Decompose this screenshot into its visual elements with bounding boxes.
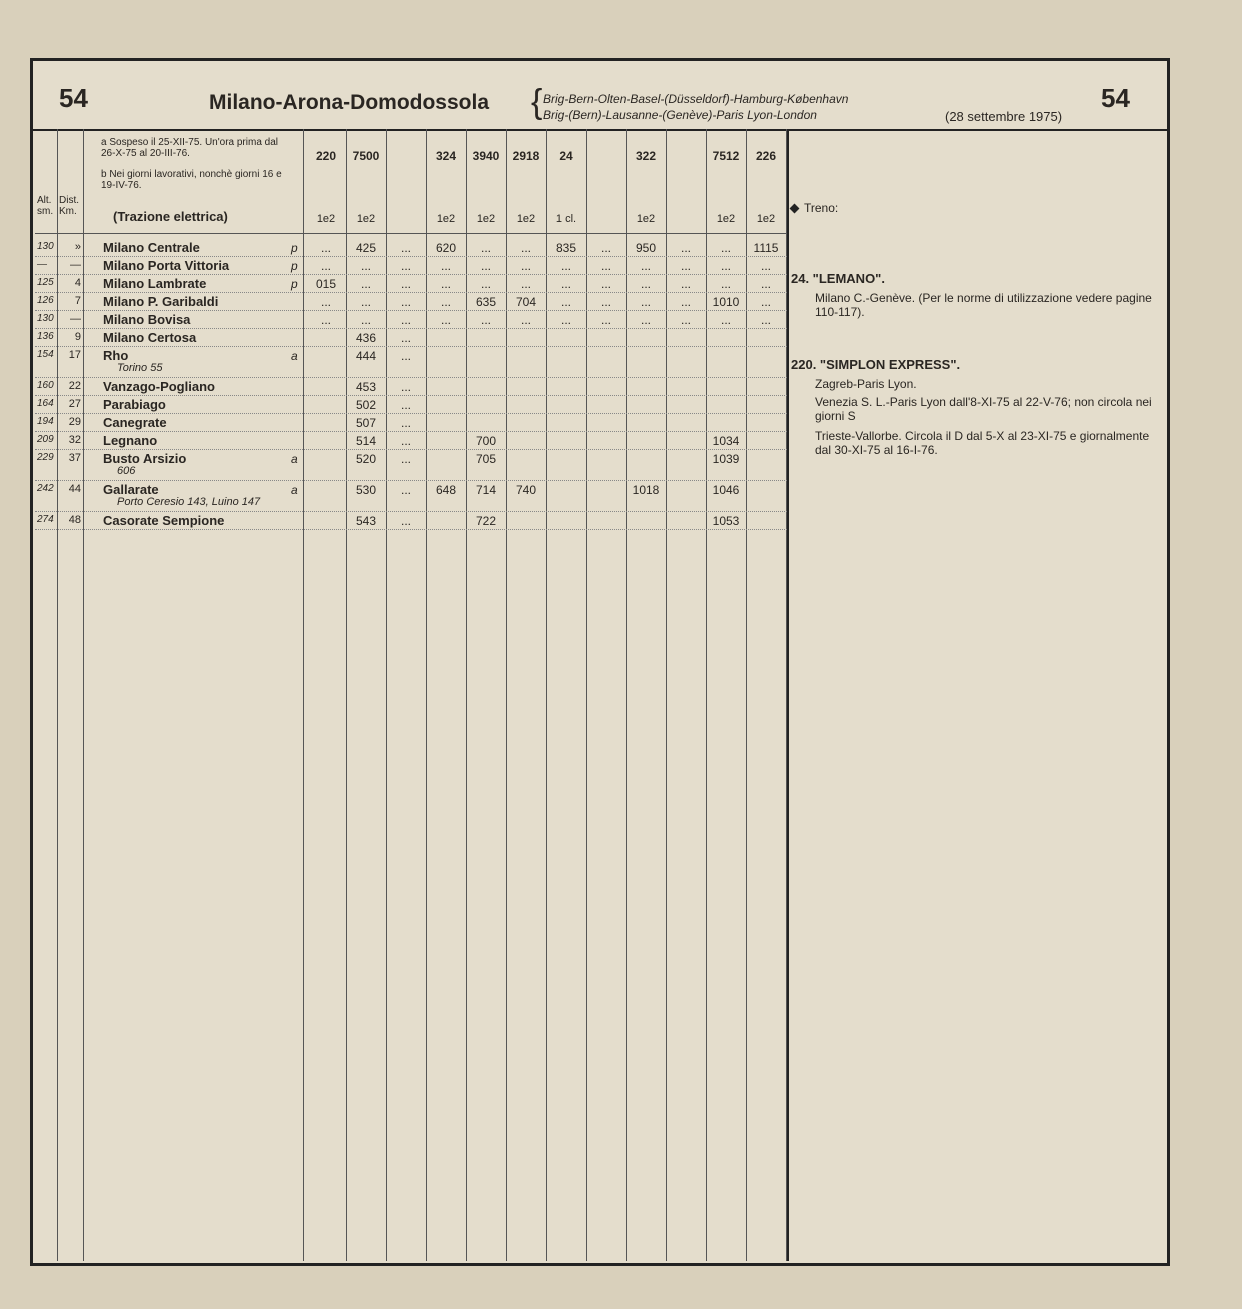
- diamond-icon: [790, 204, 800, 214]
- time-cell: ...: [400, 241, 411, 255]
- time-cell: ...: [760, 259, 771, 273]
- time-cell: ...: [480, 241, 491, 255]
- train-class: 1e2: [476, 213, 496, 225]
- arr-dep-mark: p: [291, 277, 298, 291]
- station-altitude: 126: [37, 295, 54, 306]
- station-altitude: 164: [37, 398, 54, 409]
- time-cell: 543: [355, 514, 377, 528]
- train-number: 220: [315, 149, 337, 163]
- time-cell: ...: [520, 277, 531, 291]
- time-cell: 1115: [753, 241, 779, 255]
- time-cell: ...: [400, 313, 411, 327]
- route-title: Milano-Arona-Domodossola: [209, 91, 490, 114]
- time-cell: ...: [600, 259, 611, 273]
- time-cell: 635: [475, 295, 497, 309]
- page-number-right: 54: [1101, 83, 1130, 113]
- time-cell: 1010: [712, 295, 740, 309]
- time-cell: ...: [400, 331, 411, 345]
- station-row: [35, 293, 787, 310]
- station-row: [35, 311, 787, 328]
- time-cell: 950: [635, 241, 657, 255]
- time-cell: ...: [360, 313, 371, 327]
- time-cell: ...: [360, 259, 371, 273]
- time-cell: ...: [480, 259, 491, 273]
- time-cell: ...: [400, 398, 411, 412]
- station-km: —: [70, 259, 81, 271]
- time-cell: ...: [520, 241, 531, 255]
- time-cell: ...: [640, 313, 651, 327]
- time-cell: 1053: [712, 514, 740, 528]
- header-rule: [35, 233, 787, 234]
- time-cell: ...: [720, 277, 731, 291]
- time-cell: ...: [320, 313, 331, 327]
- time-cell: ...: [400, 295, 411, 309]
- time-cell: 714: [475, 483, 497, 497]
- time-cell: ...: [400, 452, 411, 466]
- station-altitude: 136: [37, 331, 54, 342]
- time-cell: 453: [355, 380, 377, 394]
- station-altitude: —: [37, 259, 47, 270]
- arr-dep-mark: a: [291, 483, 298, 497]
- time-cell: ...: [680, 295, 691, 309]
- time-cell: 722: [475, 514, 497, 528]
- note-220-title: 220. "SIMPLON EXPRESS".: [791, 357, 961, 372]
- train-number: 7500: [352, 149, 380, 163]
- station-altitude: 154: [37, 349, 54, 360]
- station-name: Gallarate: [103, 482, 159, 497]
- train-class: 1e2: [516, 213, 536, 225]
- station-row: [35, 378, 787, 395]
- station-connection: Porto Ceresio 143, Luino 147: [117, 496, 261, 508]
- station-altitude: 130: [37, 313, 54, 324]
- time-cell: ...: [400, 514, 411, 528]
- station-name: Casorate Sempione: [103, 513, 225, 528]
- station-altitude: 229: [37, 452, 54, 463]
- time-cell: ...: [440, 277, 451, 291]
- time-cell: ...: [680, 241, 691, 255]
- timetable-grid: [35, 129, 789, 1261]
- arr-dep-mark: p: [291, 259, 298, 273]
- time-cell: ...: [720, 313, 731, 327]
- time-cell: ...: [560, 313, 571, 327]
- station-km: 17: [68, 349, 81, 361]
- station-name: Milano Porta Vittoria: [103, 258, 230, 273]
- train-number: 226: [755, 149, 777, 163]
- edition-date: (28 settembre 1975): [945, 109, 1063, 124]
- station-altitude: 209: [37, 434, 54, 445]
- station-name: Busto Arsizio: [103, 451, 187, 466]
- time-cell: ...: [600, 295, 611, 309]
- time-cell: ...: [400, 416, 411, 430]
- station-row: [35, 257, 787, 274]
- station-row: [35, 450, 787, 480]
- station-row: [35, 481, 787, 511]
- train-class: 1e2: [636, 213, 656, 225]
- time-cell: 648: [435, 483, 457, 497]
- train-number: 2918: [512, 149, 540, 163]
- station-name: Milano P. Garibaldi: [103, 294, 219, 309]
- note-220-line2: Venezia S. L.-Paris Lyon dall'8-XI-75 al 22-V-76; non circola nei giorni S: [815, 395, 1152, 423]
- station-name: Canegrate: [103, 415, 167, 430]
- timetable-page: [30, 58, 1170, 1266]
- station-km: 48: [68, 514, 81, 526]
- train-number: 322: [635, 149, 657, 163]
- time-cell: ...: [640, 295, 651, 309]
- station-row: [35, 512, 787, 529]
- station-row: [35, 396, 787, 413]
- station-name: Milano Certosa: [103, 330, 197, 345]
- dist-header: Dist. Km.: [59, 195, 79, 217]
- station-name: Milano Bovisa: [103, 312, 191, 327]
- station-altitude: 242: [37, 483, 54, 494]
- time-cell: 514: [355, 434, 377, 448]
- time-cell: 520: [355, 452, 377, 466]
- train-number: 3940: [472, 149, 500, 163]
- station-km: 22: [68, 380, 81, 392]
- time-cell: 1039: [712, 452, 740, 466]
- time-cell: ...: [440, 313, 451, 327]
- time-cell: 507: [355, 416, 377, 430]
- note-a: a Sospeso il 25-XII-75. Un'ora prima dal 26-X-75 al 20-III-76.: [101, 137, 278, 159]
- time-cell: ...: [400, 434, 411, 448]
- time-cell: ...: [680, 277, 691, 291]
- station-km: 4: [74, 277, 81, 289]
- via-line-2: Brig-(Bern)-Lausanne-(Genève)-Paris Lyon-London: [543, 108, 817, 122]
- time-cell: ...: [400, 483, 411, 497]
- time-cell: 530: [355, 483, 377, 497]
- station-km: 9: [74, 331, 81, 343]
- time-cell: ...: [440, 295, 451, 309]
- train-number: 24: [559, 149, 573, 163]
- time-cell: ...: [760, 277, 771, 291]
- via-line-1: Brig-Bern-Olten-Basel-(Düsseldorf)-Hamburg-København: [543, 92, 849, 106]
- train-class: 1e2: [436, 213, 456, 225]
- station-km: 7: [74, 295, 81, 307]
- time-cell: ...: [640, 259, 651, 273]
- time-cell: ...: [400, 349, 411, 363]
- time-cell: ...: [320, 259, 331, 273]
- brace: {: [531, 83, 543, 121]
- station-row: [35, 414, 787, 431]
- station-name: Parabiago: [103, 397, 166, 412]
- note-b: b Nei giorni lavorativi, nonchè giorni 16 e 19-IV-76.: [101, 169, 282, 191]
- time-cell: ...: [360, 277, 371, 291]
- note-24-title: 24. "LEMANO".: [791, 271, 885, 286]
- time-cell: ...: [320, 241, 331, 255]
- station-row: [35, 432, 787, 449]
- station-row: [35, 239, 787, 256]
- train-number: 7512: [712, 149, 740, 163]
- time-cell: 704: [515, 295, 537, 309]
- station-name: Rho: [103, 348, 129, 363]
- train-class: 1e2: [316, 213, 336, 225]
- time-cell: 502: [355, 398, 377, 412]
- station-km: 44: [68, 483, 81, 495]
- time-cell: ...: [360, 295, 371, 309]
- row-rule: [35, 529, 787, 530]
- time-cell: ...: [400, 380, 411, 394]
- treno-label: Treno:: [791, 201, 1153, 215]
- train-class: 1 cl.: [555, 213, 577, 225]
- time-cell: 1046: [712, 483, 740, 497]
- train-number: 324: [435, 149, 457, 163]
- time-cell: 015: [315, 277, 337, 291]
- time-cell: ...: [680, 259, 691, 273]
- time-cell: 835: [555, 241, 577, 255]
- page-number-left: 54: [59, 83, 88, 113]
- note-220-line3: Trieste-Vallorbe. Circola il D dal 5-X al 23-XI-75 e giornalmente dal 30-XI-75 al 16-I-76.: [815, 429, 1150, 457]
- time-cell: ...: [520, 259, 531, 273]
- time-cell: ...: [560, 259, 571, 273]
- station-km: 37: [68, 452, 81, 464]
- train-class: 1e2: [756, 213, 776, 225]
- time-cell: 700: [475, 434, 497, 448]
- time-cell: 1034: [712, 434, 740, 448]
- station-altitude: 130: [37, 241, 54, 252]
- time-cell: ...: [560, 295, 571, 309]
- station-row: [35, 329, 787, 346]
- time-cell: 1018: [632, 483, 660, 497]
- station-km: 32: [68, 434, 81, 446]
- station-altitude: 160: [37, 380, 54, 391]
- time-cell: ...: [760, 295, 771, 309]
- station-row: [35, 275, 787, 292]
- station-name: Vanzago-Pogliano: [103, 379, 215, 394]
- station-altitude: 125: [37, 277, 54, 288]
- train-class: 1e2: [356, 213, 376, 225]
- station-km: »: [74, 241, 81, 253]
- station-km: 27: [68, 398, 81, 410]
- alt-header: Alt. sm.: [37, 195, 54, 217]
- time-cell: ...: [600, 313, 611, 327]
- time-cell: ...: [400, 277, 411, 291]
- station-name: Milano Lambrate: [103, 276, 207, 291]
- time-cell: ...: [640, 277, 651, 291]
- traction-label: (Trazione elettrica): [113, 209, 228, 224]
- time-cell: 444: [355, 349, 377, 363]
- station-connection: Torino 55: [117, 362, 163, 374]
- time-cell: ...: [520, 313, 531, 327]
- time-cell: ...: [400, 259, 411, 273]
- time-cell: ...: [600, 277, 611, 291]
- note-220-line1: Zagreb-Paris Lyon.: [815, 377, 917, 391]
- station-altitude: 274: [37, 514, 54, 525]
- time-cell: ...: [720, 259, 731, 273]
- header: [33, 61, 1167, 131]
- train-class: 1e2: [716, 213, 736, 225]
- time-cell: ...: [600, 241, 611, 255]
- time-cell: ...: [560, 277, 571, 291]
- note-24-text: Milano C.-Genève. (Per le norme di utilizzazione vedere pagine 110-117).: [815, 291, 1152, 319]
- time-cell: ...: [680, 313, 691, 327]
- time-cell: ...: [760, 313, 771, 327]
- time-cell: 425: [355, 241, 377, 255]
- station-km: 29: [68, 416, 81, 428]
- station-km: —: [70, 313, 81, 325]
- arr-dep-mark: a: [291, 349, 298, 363]
- station-name: Legnano: [103, 433, 158, 448]
- arr-dep-mark: a: [291, 452, 298, 466]
- time-cell: ...: [720, 241, 731, 255]
- time-cell: 705: [475, 452, 497, 466]
- station-name: Milano Centrale: [103, 240, 200, 255]
- time-cell: ...: [440, 259, 451, 273]
- station-altitude: 194: [37, 416, 54, 427]
- time-cell: ...: [480, 313, 491, 327]
- station-row: [35, 347, 787, 377]
- time-cell: 436: [355, 331, 377, 345]
- arr-dep-mark: p: [291, 241, 298, 255]
- station-connection: 606: [117, 465, 136, 477]
- time-cell: 740: [515, 483, 537, 497]
- time-cell: ...: [320, 295, 331, 309]
- via-lines: [543, 91, 848, 123]
- time-cell: ...: [480, 277, 491, 291]
- time-cell: 620: [435, 241, 457, 255]
